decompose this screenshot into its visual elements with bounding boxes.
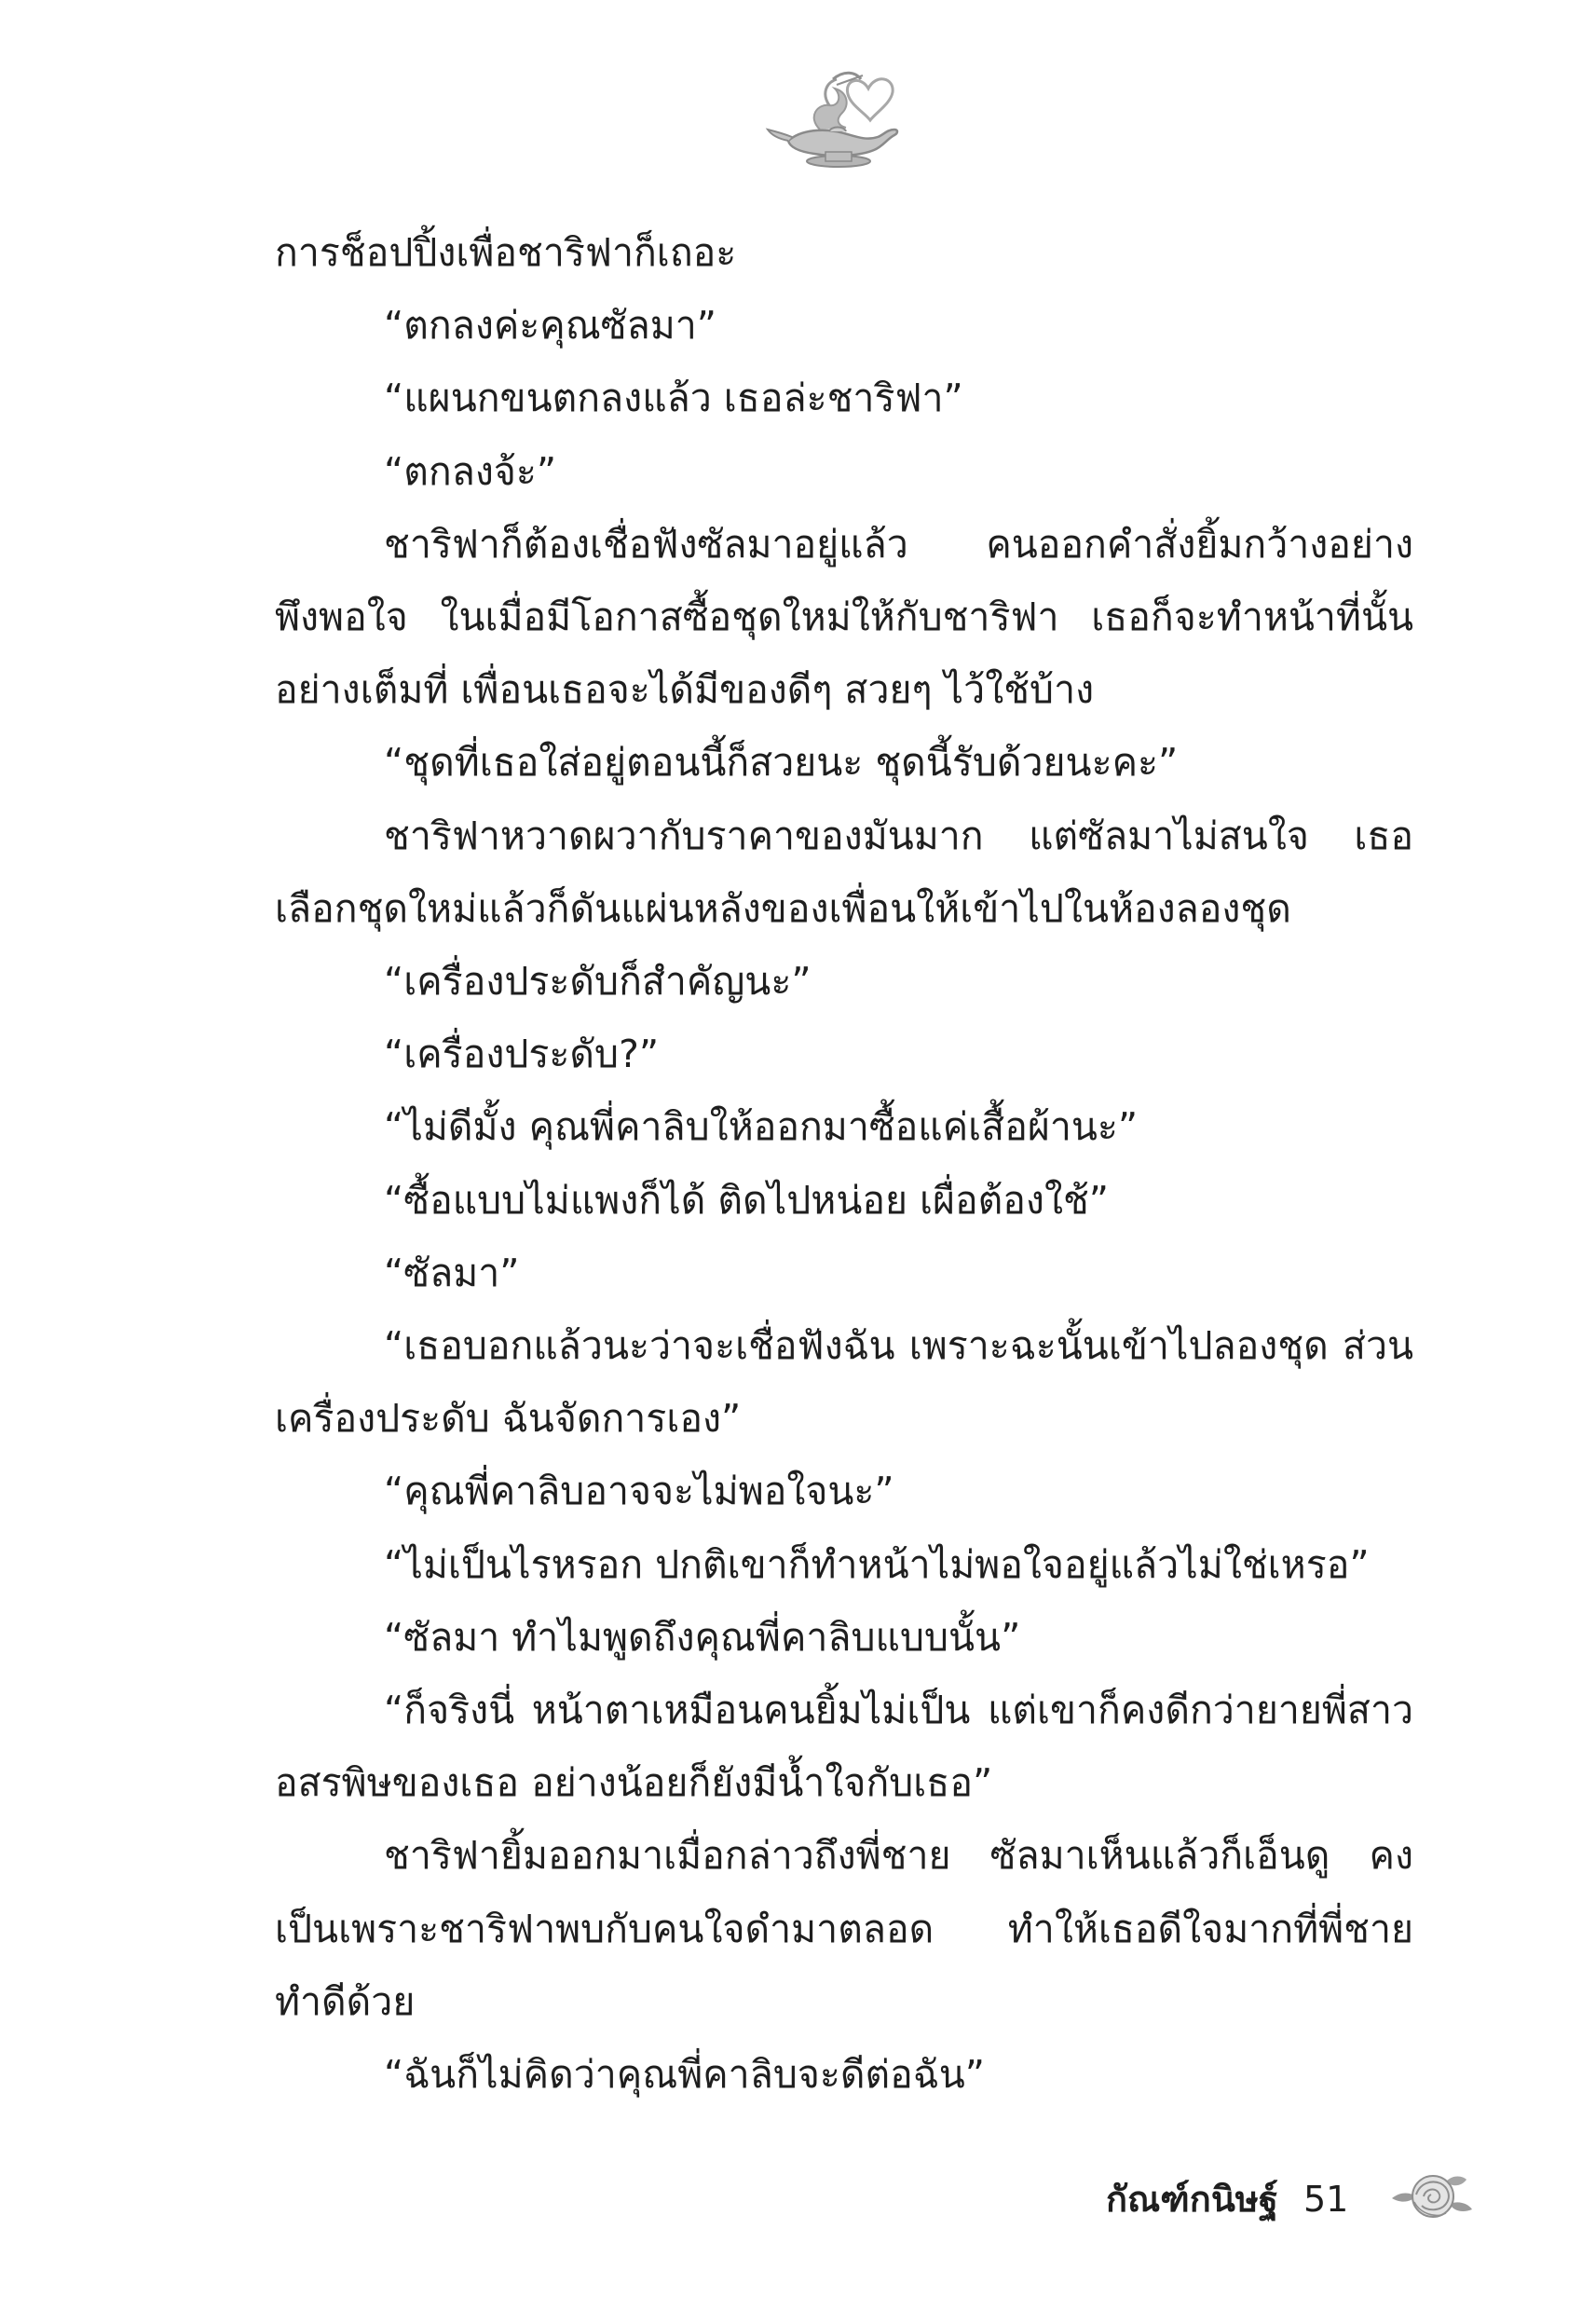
book-title: กัณฑ์กนิษฐ์ [1106,2179,1278,2220]
text-line: “ตกลงค่ะคุณซัลมา” [384,303,716,349]
text-line: “เครื่องประดับก็สำคัญนะ” [384,959,812,1005]
text-line: “ไม่เป็นไรหรอก ปกติเขาก็ทำหน้าไม่พอใจอยู่แล้วไม่ใช่เหรอ” [384,1541,1370,1587]
text-line: เลือกชุดใหม่แล้วก็ดันแผ่นหลังของเพื่อนให้เข้าไปในห้องลองชุด [275,885,1291,931]
text-line: “ซัลมา” [384,1250,520,1295]
text-line: “ฉันก็ไม่คิดว่าคุณพี่คาลิบจะดีต่อฉัน” [384,2052,985,2098]
rose-icon [1388,2167,1474,2224]
text-line: “เครื่องประดับ?” [384,1032,660,1077]
text-line: เครื่องประดับ ฉันจัดการเอง” [275,1396,742,1442]
text-line: ชาริฟาก็ต้องเชื่อฟังซัลมาอยู่แล้ว คนออกคำสั่งยิ้มกว้างอย่าง [384,521,1413,567]
page-number: 51 [1303,2179,1349,2220]
text-line: การช็อปปิ้งเพื่อชาริฟาก็เถอะ [275,230,737,275]
text-line: “ก็จริงนี่ หน้าตาเหมือนคนยิ้มไม่เป็น แต่เขาก็คงดีกว่ายายพี่สาว [384,1688,1413,1733]
text-line: “ซัลมา ทำไมพูดถึงคุณพี่คาลิบแบบนั้น” [384,1614,1021,1660]
text-line: “คุณพี่คาลิบอาจจะไม่พอใจนะ” [384,1469,894,1514]
text-line: อสรพิษของเธอ อย่างน้อยก็ยังมีน้ำใจกับเธอ” [275,1760,993,1806]
text-line: อย่างเต็มที่ เพื่อนเธอจะได้มีของดีๆ สวยๆ ไว้ใช้บ้าง [275,667,1095,713]
text-line: “เธอบอกแล้วนะว่าจะเชื่อฟังฉัน เพราะฉะนั้นเข้าไปลองชุด ส่วน [384,1323,1413,1369]
genie-lamp-heart-icon [764,51,913,172]
text-line: “ชุดที่เธอใส่อยู่ตอนนี้ก็สวยนะ ชุดนี้รับด้วยนะคะ” [384,740,1179,786]
text-line: “ตกลงจ้ะ” [384,448,557,494]
text-line: ชาริฟายิ้มออกมาเมื่อกล่าวถึงพี่ชาย ซัลมาเห็นแล้วก็เอ็นดู คง [384,1833,1413,1879]
text-line: ชาริฟาหวาดผวากับราคาของมันมาก แต่ซัลมาไม่สนใจ เธอ [384,813,1413,858]
text-line: “ซื้อแบบไม่แพงก็ได้ ติดไปหน่อย เผื่อต้องใช้” [384,1177,1110,1223]
text-line: เป็นเพราะชาริฟาพบกับคนใจดำมาตลอด ทำให้เธอดีใจมากที่พี่ชาย [275,1906,1413,1951]
text-line: “แผนกขนตกลงแล้ว เธอล่ะชาริฟา” [384,376,963,421]
text-line: พึงพอใจ ในเมื่อมีโอกาสซื้อชุดใหม่ให้กับชาริฟา เธอก็จะทำหน้าที่นั้น [275,595,1413,640]
body-text [275,216,1413,2111]
text-line: ทำดีด้วย [275,1978,416,2024]
text-line: “ไม่ดีมั้ง คุณพี่คาลิบให้ออกมาซื้อแค่เสื้อผ้านะ” [384,1104,1139,1150]
